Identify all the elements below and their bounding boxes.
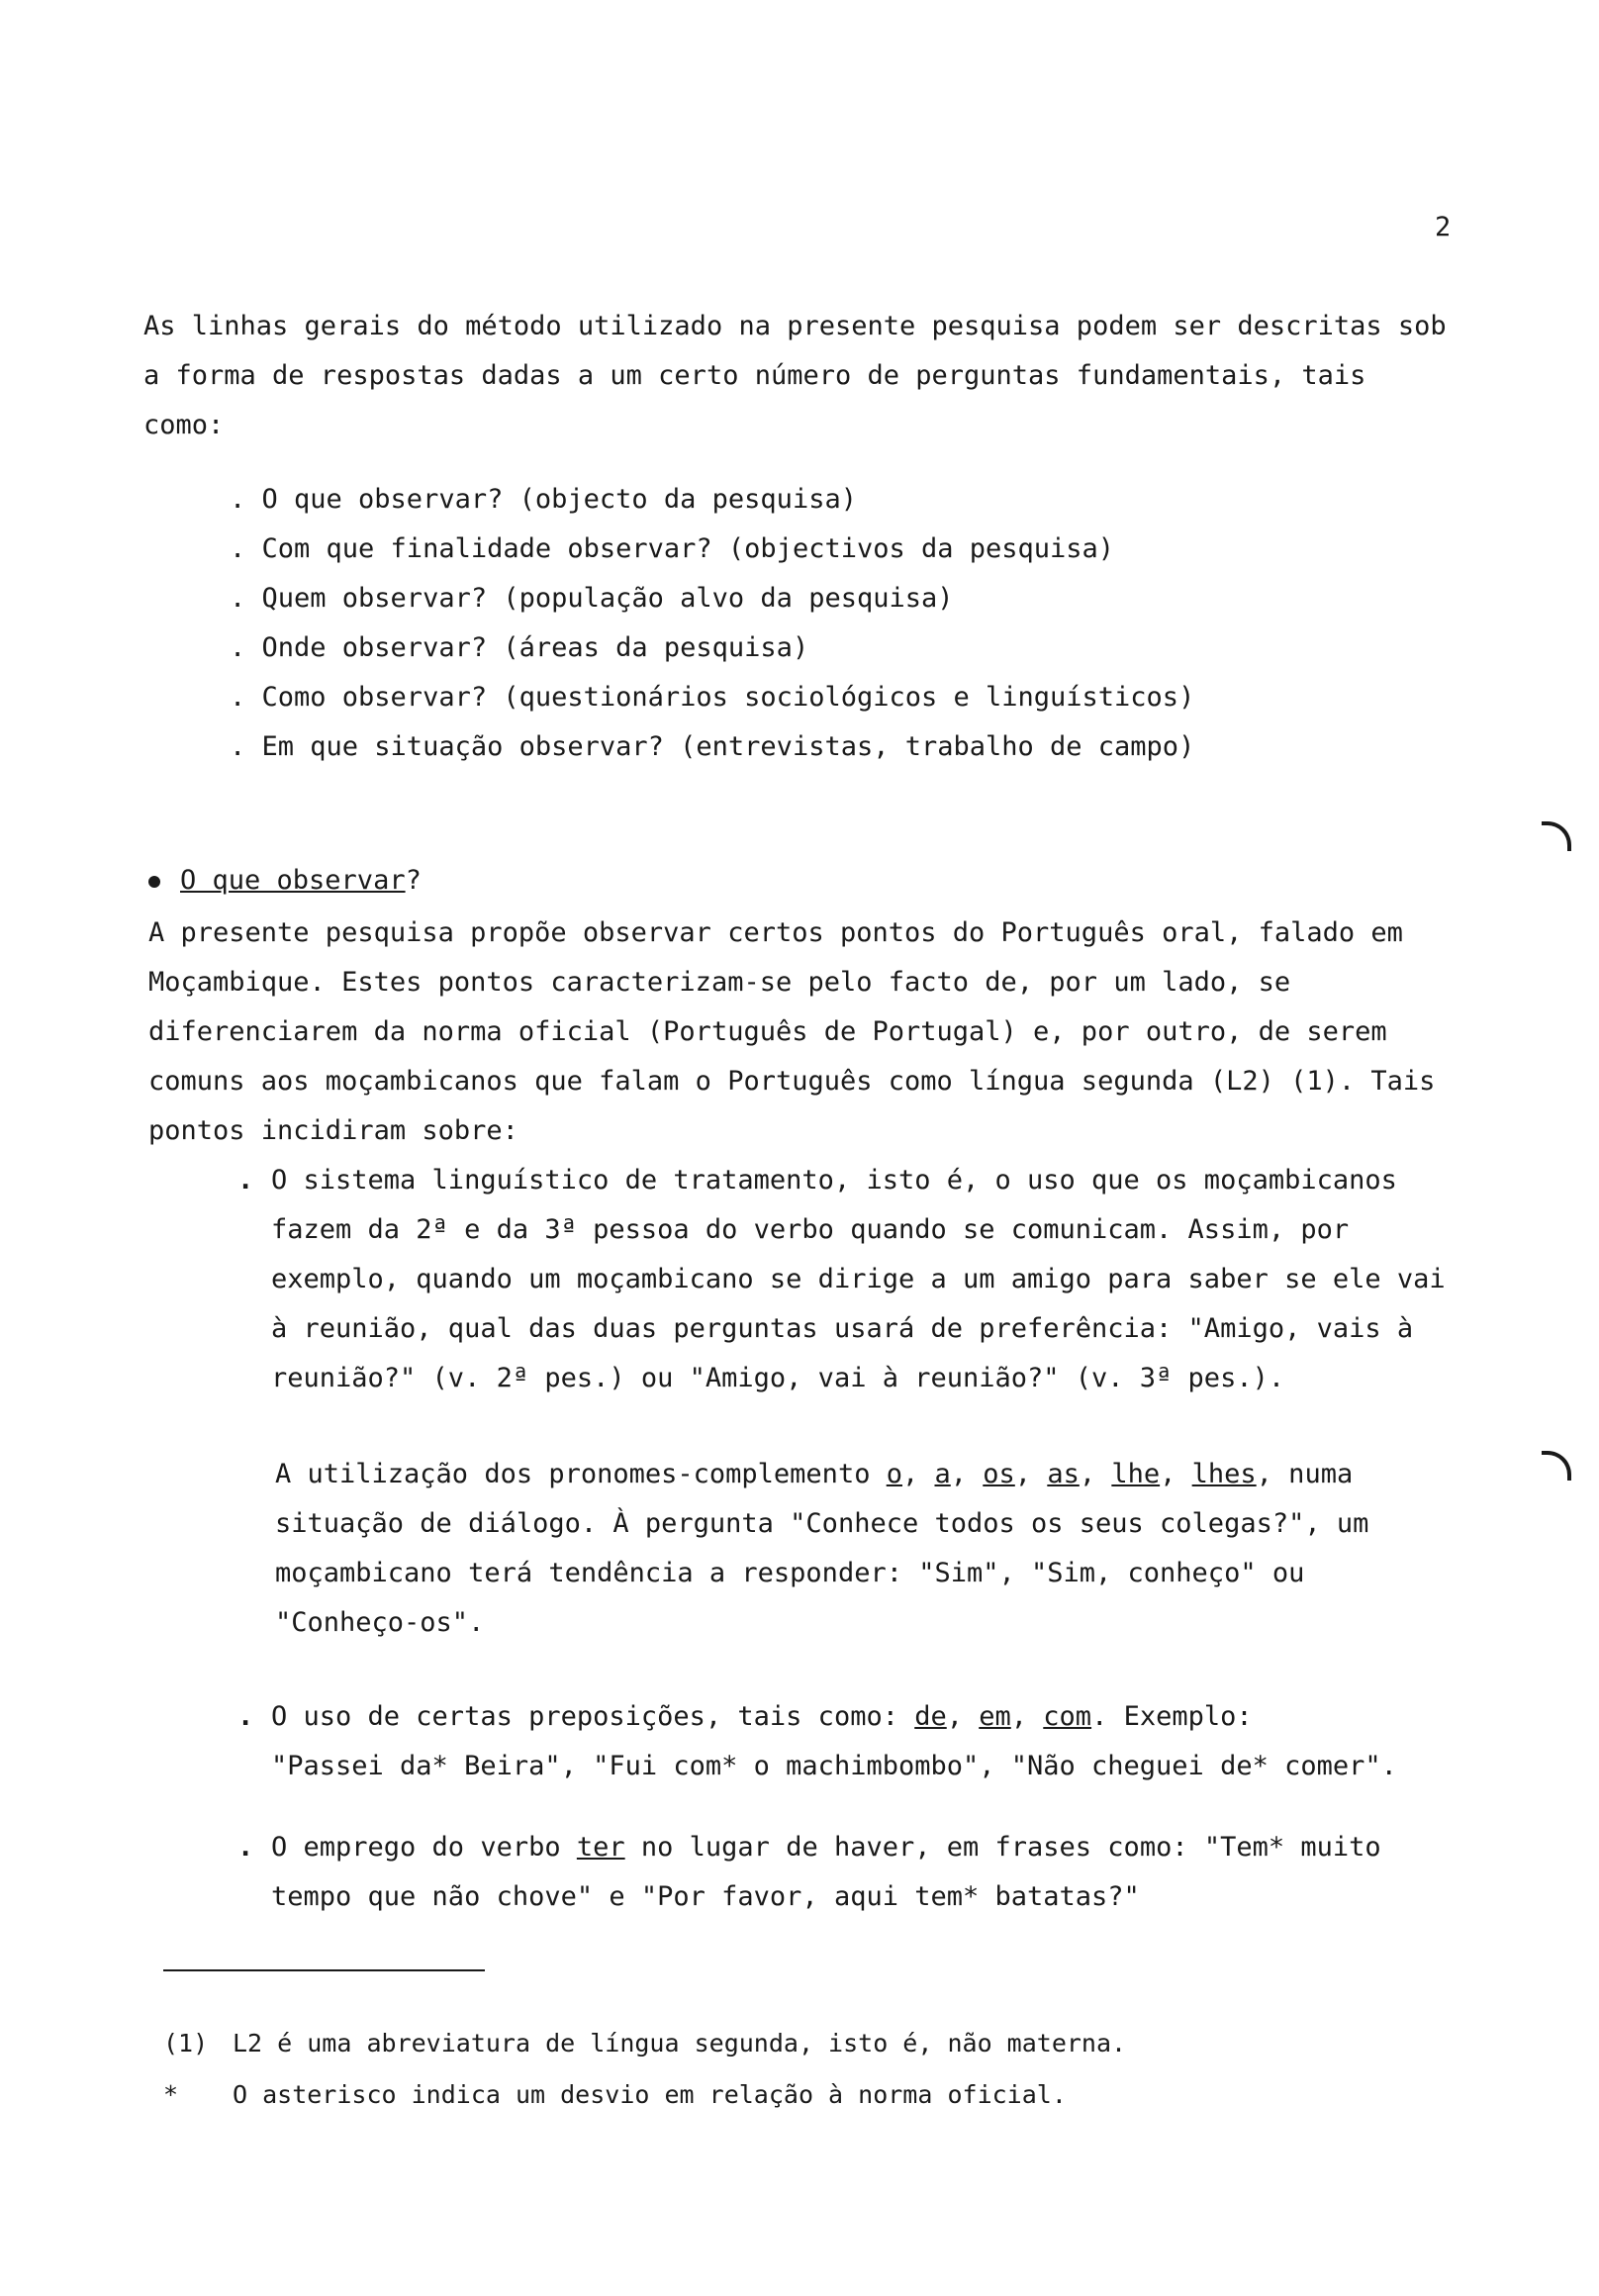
bullet-dot-icon [148,876,160,888]
prep-de: de [914,1701,947,1732]
list-item: . Onde observar? (áreas da pesquisa) [230,632,809,663]
ter-text: O emprego do verbo [271,1832,577,1863]
item-ter-text [271,1823,1455,1922]
intro-paragraph: As linhas gerais do método utilizado na presente pesquisa podem ser descritas sob a forma de respostas dadas a um certo número de perguntas fundamentais, tais como: [143,311,1447,440]
item-preposicoes-text: O uso de certas preposições, tais como: de, em, com. Exemplo: "Passei da* Beira", "Fui com* o machimbombo", "Não cheguei de* comer". [271,1701,1397,1781]
verb-ter: ter [576,1832,625,1863]
footnote-1 [163,2019,1126,2068]
item-tratamento [237,1156,1455,1403]
list-item: . Quem observar? (população alvo da pesquisa) [230,583,954,614]
item-bullet: . [237,1701,254,1732]
item-pronomes: A utilização dos pronomes-complemento o, a, os, as, lhe, lhes, numa situação de diálogo. À pergunta "Conhece todos os seus colegas?", um moçambicano terá tendência a responder: "Sim", "Sim, conheço" ou "Conheço-os". [275,1459,1369,1638]
item-bullet: . [237,1165,254,1196]
item-tratamento-text: O sistema linguístico de tratamento, isto é, o uso que os moçambicanos fazem da 2ª e da 3ª pessoa do verbo quando se comunicam. Assim, por exemplo, quando um moçambicano se dirige a um amigo para saber se ele vai à reunião, qual das duas perguntas usará de preferência: "Amigo, vais à reunião?" (v. 2ª pes.) ou "Amigo, vai à reunião?" (v. 3ª pes.). [271,1165,1446,1393]
footnote-2 [163,2070,1067,2120]
exemplo-label: . Exemplo: [1091,1701,1253,1732]
pronomes-text-end: , numa situação de diálogo. À pergunta "Conhece todos os seus colegas?", um moçambicano terá tendência a responder: "Sim", "Sim, conheço" ou "Conheço-os". [275,1459,1369,1638]
exemplo-text: "Passei da* Beira", "Fui com* o machimbombo", "Não cheguei de* comer". [271,1751,1397,1781]
footnote-divider [163,1969,485,1971]
pronoun-o: o [886,1459,902,1489]
page-number: 2 [1435,212,1452,242]
section-heading-mark: ? [405,865,422,896]
pronoun-lhes: lhes [1191,1459,1257,1489]
item-preposicoes [237,1692,1455,1791]
list-item: . Em que situação observar? (entrevistas, trabalho de campo) [230,731,1195,762]
question-list [230,475,1194,772]
list-item: . Como observar? (questionários sociológicos e linguísticos) [230,682,1195,713]
prep-com: com [1043,1701,1092,1732]
binding-hole-icon [1542,1451,1571,1481]
item-ter [237,1823,1455,1922]
section-heading-text: O que observar [180,865,406,896]
item-bullet: . [237,1832,254,1863]
section-paragraph: A presente pesquisa propõe observar certos pontos do Português oral, falado em Moçambique. Estes pontos caracterizam-se pelo facto de, por um lado, se diferenciarem da norma oficial (Português de Portugal) e, por outro, de serem comuns aos moçambicanos que falam o Português como língua segunda (L2) (1). Tais pontos incidiram sobre: [148,917,1436,1146]
ter-text-end: no lugar de haver, em frases como: "Tem* muito tempo que não chove" e "Por favor, aqui tem* batatas?" [271,1832,1381,1912]
footnote-text: O asterisco indica um desvio em relação à norma oficial. [233,2080,1067,2109]
list-item: . O que observar? (objecto da pesquisa) [230,484,857,515]
pronoun-as: as [1047,1459,1080,1489]
prep-em: em [979,1701,1011,1732]
footnote-text: L2 é uma abreviatura de língua segunda, isto é, não materna. [233,2029,1127,2057]
footnote-mark: * [163,2080,179,2109]
pronoun-lhe: lhe [1111,1459,1161,1489]
section-heading [148,856,422,906]
pronomes-text: A utilização dos pronomes-complemento [275,1459,887,1489]
pronoun-os: os [983,1459,1015,1489]
pronoun-a: a [934,1459,951,1489]
binding-hole-icon [1542,821,1571,851]
preposicoes-text: O uso de certas preposições, tais como: [271,1701,915,1732]
list-item: . Com que finalidade observar? (objectivos da pesquisa) [230,533,1115,564]
footnote-mark: (1) [163,2029,209,2057]
